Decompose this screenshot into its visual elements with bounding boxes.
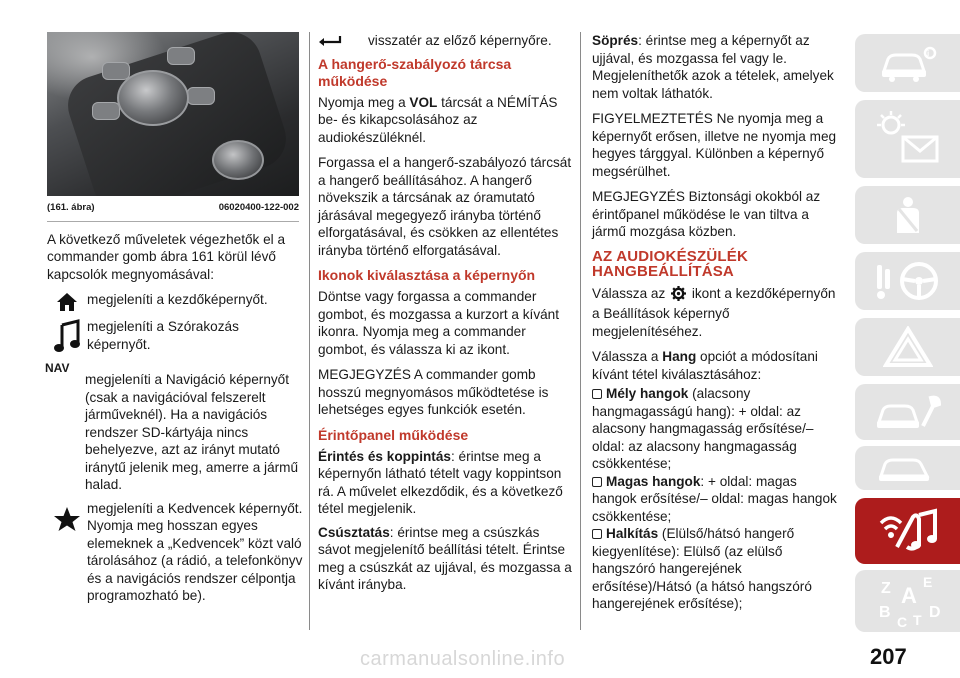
section-heading-volume: A hangerő-szabályozó tárcsa működése — [318, 55, 512, 89]
warning-envelope-icon — [873, 109, 943, 169]
figure-number: (161. ábra) — [47, 202, 95, 213]
music-note-icon — [47, 318, 87, 353]
multimedia-icon — [873, 505, 943, 557]
back-arrow-icon — [318, 32, 368, 47]
list-item: visszatér az előző képernyőre. — [318, 32, 573, 50]
tab-maintenance[interactable] — [855, 384, 960, 440]
tab-specs[interactable] — [855, 446, 960, 490]
checkbox-bullet-icon — [592, 389, 602, 399]
wrench-car-icon — [873, 392, 943, 432]
list-item: megjeleníti a Kedvencek képernyőt. Nyomja meg hosszan egyes elemeknek a „Kedvencek” közt való tárolásához (a rádió, a telefonkönyv és a navigációs rendszer célpontja programozható be). — [47, 500, 303, 605]
svg-text:E: E — [922, 574, 932, 590]
intro-paragraph: A következő műveletek végezhetők el a commander gomb ábra 161 körül lévő kapcsolók megnyomásával: — [47, 231, 286, 282]
column-1 — [47, 32, 303, 611]
svg-text:i: i — [926, 49, 929, 58]
column-divider-2 — [580, 32, 581, 630]
tab-lights-messages[interactable] — [855, 100, 960, 178]
list-item: megjeleníti a Szórakozás képernyőt. — [47, 318, 303, 353]
tab-index[interactable] — [855, 570, 960, 632]
svg-text:T: T — [912, 612, 922, 628]
tab-driving[interactable] — [855, 252, 960, 310]
list-item: Magas hangok: + oldal: magas hangok erősítése/– oldal: magas hangok csökkentése; — [592, 473, 837, 524]
paragraph: FIGYELMEZTETÉS Ne nyomja meg a képernyőt erősen, illetve ne nyomja meg hegyes tárggyal. Különben a képernyő megsérülhet. — [592, 111, 837, 179]
figure-code: 06020400-122-002 — [218, 202, 299, 213]
checkbox-bullet-icon — [592, 529, 602, 539]
column-divider-1 — [309, 32, 310, 630]
list-item: Halkítás (Elülső/hátsó hangerő kiegyenlítése): Elülső (az elülső hangszóró hangerejének erősítése)/Hátsó (a hátsó hangszóró hangerejének erősítése); — [592, 526, 812, 611]
paragraph: Forgassa el a hangerő-szabályozó tárcsát a hangerő beállításához. A hangerő növekszik a tárcsának az óramutató járásával megegyező irányba történő elforgatásával, és csökken az ellentétes irányba történő elforgatásával. — [318, 155, 572, 258]
section-heading-sound: AZ AUDIOKÉSZÜLÉK HANGBEÁLLÍTÁSA — [592, 247, 748, 280]
tab-emergency[interactable] — [855, 318, 960, 376]
column-3 — [592, 32, 842, 613]
paragraph: Nyomja meg a VOL tárcsát a NÉMÍTÁS be- és kikapcsolásához az audiokészüléknél. — [318, 94, 558, 145]
tab-car-dashboard[interactable] — [855, 34, 960, 92]
svg-text:B: B — [878, 604, 891, 621]
gear-icon — [671, 286, 686, 306]
paragraph: Döntse vagy forgassa a commander gombot, és mozgassa a kurzort a kívánt ikonra. Nyomja meg a commander gombot, és válassza ki az ikont. — [318, 289, 560, 357]
section-heading-icons: Ikonok kiválasztása a képernyőn — [318, 267, 536, 283]
column-2 — [318, 32, 573, 602]
page-number: 207 — [870, 644, 907, 669]
paragraph: MEGJEGYZÉS A commander gomb hosszú megnyomásos működtetése is lehetséges egyes funkciók esetén. — [318, 367, 549, 417]
car-dashboard-icon — [878, 43, 938, 83]
paragraph: Csúsztatás: érintse meg a csúszkás sávot megjelenítő beállítási tételt. Érintse meg a csúszkát az ujjával, és mozgassa a kívánt irányba. — [318, 524, 572, 592]
list-item: Mély hangok (alacsony hangmagasságú hang): + oldal: az alacsony hangmagasság erősítése/– oldal: az alacsony hangmagasság csökkentése; — [592, 386, 814, 471]
steering-wheel-icon — [873, 259, 943, 303]
paragraph: Söprés: érintse meg a képernyőt az ujjával, és mozgassa fel vagy le. Megjeleníthetők azok a tételek, amelyek nem voltak láthatók. — [592, 33, 834, 101]
paragraph: Érintés és koppintás: érintse meg a képernyőn látható tételt vagy koppintson rá. A művelet elkezdődik, és a következő tétel megjelenik. — [318, 448, 563, 516]
car-specs-icon — [873, 452, 943, 484]
paragraph: Válassza az ikont a kezdőképernyőn a Beállítások képernyő megjelenítéséhez. — [592, 285, 836, 339]
list-item: NAV megjeleníti a Navigáció képernyőt (csak a navigációval felszerelt járműveknél). Ha a navigációs rendszer SD-kártyája nincs behelyezve, azt az irányt mutató iránytű jelenik meg, amerre a jármű halad. — [45, 361, 299, 492]
warning-triangle-icon — [883, 326, 933, 368]
tab-seat-safety[interactable] — [855, 186, 960, 244]
figure-caption — [47, 199, 299, 222]
list-item: megjeleníti a kezdőképernyőt. — [47, 291, 303, 312]
watermark: carmanualsonline.info — [360, 648, 566, 670]
svg-text:D: D — [928, 604, 941, 621]
svg-text:Z: Z — [880, 580, 891, 597]
paragraph: MEGJEGYZÉS Biztonsági okokból az érintőpanel működése le van tiltva a jármű mozgása közben. — [592, 189, 821, 239]
svg-text:A: A — [900, 583, 917, 608]
alphabet-index-icon — [873, 573, 943, 629]
tab-multimedia[interactable] — [855, 498, 960, 564]
paragraph: Válassza a Hang opciót a módosítani kívánt tétel kiválasztásához: — [592, 349, 818, 382]
star-icon — [47, 500, 87, 532]
home-icon — [47, 291, 87, 312]
commander-knob-photo — [47, 32, 299, 196]
nav-label: NAV — [45, 361, 70, 375]
svg-text:C: C — [896, 614, 907, 629]
section-heading-touchpanel: Érintőpanel működése — [318, 426, 469, 443]
seatbelt-icon — [883, 195, 933, 235]
checkbox-bullet-icon — [592, 477, 602, 487]
